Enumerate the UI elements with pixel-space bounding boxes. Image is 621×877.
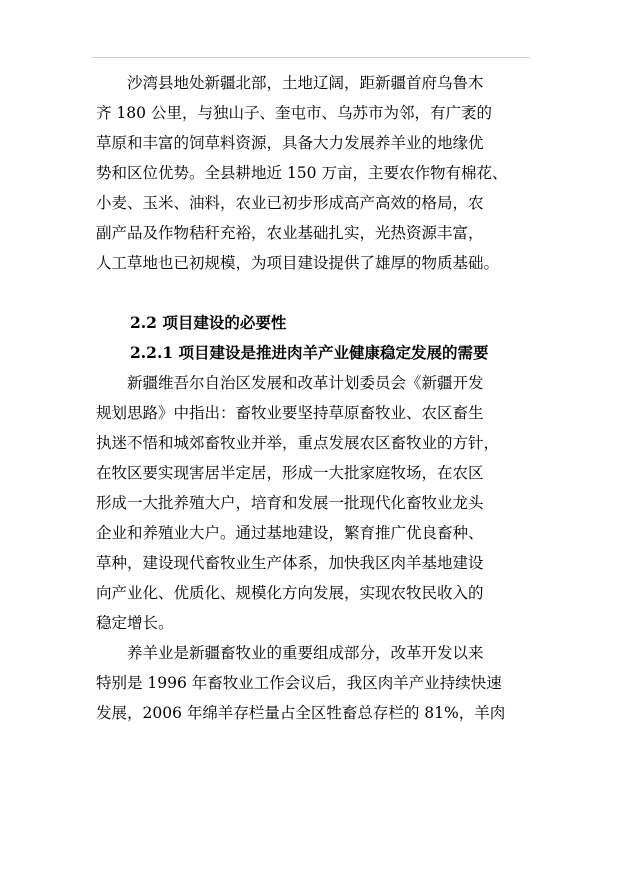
paragraph-line: 规划思路》中指出：畜牧业要坚持草原畜牧业、农区畜生: [96, 404, 484, 422]
paragraph-line: 草原和丰富的饲草料资源，具备大力发展养羊业的地缘优: [96, 134, 484, 152]
paragraph-line: 势和区位优势。全县耕地近 150 万亩，主要农作物有棉花、: [96, 164, 508, 182]
paragraph-line: 沙湾县地处新疆北部，土地辽阔，距新疆首府乌鲁木: [127, 74, 484, 92]
paragraph-line: 形成一大批养殖大户，培育和发展一批现代化畜牧业龙头: [96, 494, 484, 512]
header-rule: [92, 57, 530, 58]
paragraph-gap: [96, 278, 526, 308]
paragraph-line: 副产品及作物秸秆充裕，农业基础扎实，光热资源丰富，: [96, 224, 484, 242]
document-body: [96, 68, 526, 728]
section-heading: 2.2 项目建设的必要性: [130, 313, 287, 332]
paragraph-line: 新疆维吾尔自治区发展和改革计划委员会《新疆开发: [127, 374, 484, 392]
paragraph-line: 在牧区要实现害居半定居，形成一大批家庭牧场，在农区: [96, 464, 484, 482]
paragraph-line: 草种，建设现代畜牧业生产体系，加快我区肉羊基地建设: [96, 554, 484, 572]
paragraph-line: 发展，2006 年绵羊存栏量占全区牲畜总存栏的 81%，羊肉: [96, 704, 506, 722]
paragraph-line: 小麦、玉米、油料，农业已初步形成高产高效的格局，农: [96, 194, 484, 212]
paragraph-sheep-industry: [96, 638, 526, 728]
paragraph-line: 企业和养殖业大户。通过基地建设，繁育推广优良畜种、: [96, 524, 484, 542]
paragraph-line: 执迷不悟和城郊畜牧业并举，重点发展农区畜牧业的方针，: [96, 434, 500, 452]
subsection-heading: 2.2.1 项目建设是推进肉羊产业健康稳定发展的需要: [130, 343, 489, 362]
paragraph-location: [96, 68, 526, 278]
paragraph-policy: [96, 368, 526, 638]
paragraph-line: 人工草地也已初规模，为项目建设提供了雄厚的物质基础。: [96, 254, 500, 272]
paragraph-line: 稳定增长。: [96, 614, 174, 632]
paragraph-line: 养羊业是新疆畜牧业的重要组成部分，改革开发以来: [127, 644, 484, 662]
paragraph-line: 特别是 1996 年畜牧业工作会议后，我区肉羊产业持续快速: [96, 674, 502, 692]
paragraph-line: 齐 180 公里，与独山子、奎屯市、乌苏市为邻，有广袤的: [96, 104, 492, 122]
paragraph-line: 向产业化、优质化、规模化方向发展，实现农牧民收入的: [96, 584, 484, 602]
